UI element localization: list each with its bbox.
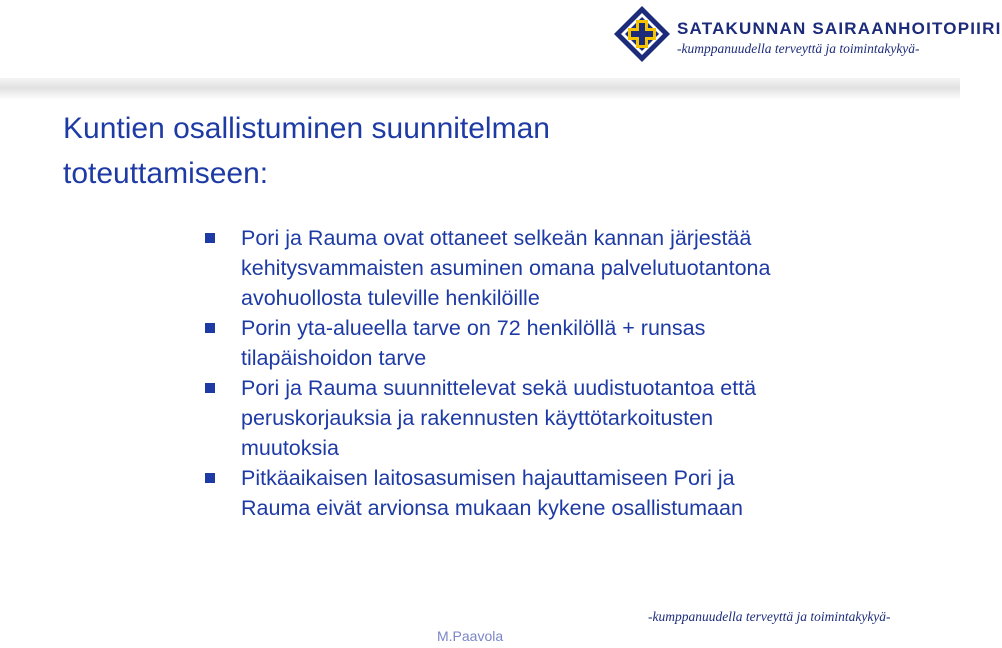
square-bullet-icon	[205, 323, 215, 333]
bullet-list	[205, 223, 925, 523]
square-bullet-icon	[205, 473, 215, 483]
bullet-item	[205, 373, 925, 463]
organization-logo-icon	[612, 4, 672, 64]
bullet-item	[205, 463, 925, 523]
organization-name: SATAKUNNAN SAIRAANHOITOPIIRI	[677, 19, 1002, 38]
square-bullet-icon	[205, 233, 215, 243]
bullet-text-line: Pitkäaikaisen laitosasumisen hajauttamiseen Pori ja	[241, 466, 735, 490]
bullet-text-line: muutoksia	[241, 436, 339, 460]
slide-title	[63, 106, 550, 196]
bullet-text-line: peruskorjauksia ja rakennusten käyttötarkoitusten	[241, 406, 714, 430]
bullet-text-line: Pori ja Rauma suunnittelevat sekä uudistuotantoa että	[241, 376, 757, 400]
author-name: M.Paavola	[437, 628, 504, 644]
header-band	[0, 78, 960, 100]
slide-title-line: toteuttamiseen:	[63, 157, 269, 190]
slide-title-line: Kuntien osallistuminen suunnitelman	[63, 112, 550, 145]
header-tagline: -kumppanuudella terveyttä ja toimintakykyä-	[677, 41, 920, 56]
footer-tagline: -kumppanuudella terveyttä ja toimintakykyä-	[648, 609, 891, 624]
bullet-text-line: Porin yta-alueella tarve on 72 henkilöllä + runsas	[241, 316, 706, 340]
bullet-text-line: Rauma eivät arvionsa mukaan kykene osallistumaan	[241, 496, 743, 520]
bullet-item	[205, 223, 925, 313]
bullet-text-line: avohuollosta tuleville henkilöille	[241, 286, 540, 310]
bullet-text-line: kehitysvammaisten asuminen omana palvelutuotantona	[241, 256, 771, 280]
square-bullet-icon	[205, 383, 215, 393]
bullet-text-line: tilapäishoidon tarve	[241, 346, 427, 370]
bullet-text-line: Pori ja Rauma ovat ottaneet selkeän kannan järjestää	[241, 226, 752, 250]
bullet-item	[205, 313, 925, 373]
